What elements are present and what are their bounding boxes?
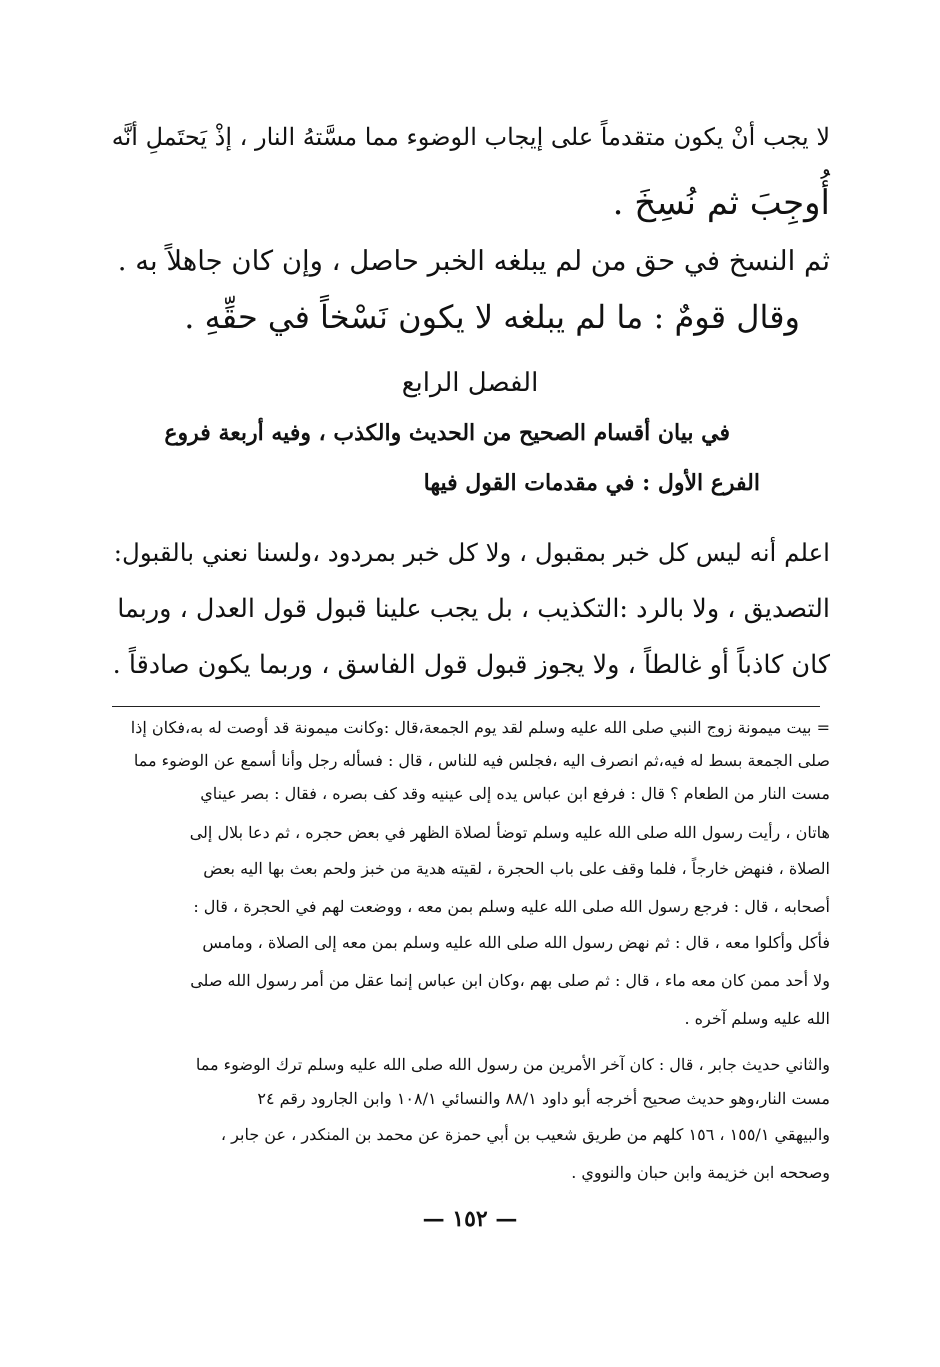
- body-line-1: لا يجب أنْ يكون متقدماً على إيجاب الوضوء مما مسَّتهُ النار ، إذْ يَحتَملِ أنَّه: [111, 123, 830, 151]
- section-line-3: كان كاذباً أو غالطاً ، ولا يجوز قبول قول الفاسق ، وربما يكون صادقاً .: [112, 650, 830, 680]
- footnote-line-3: مست النار من الطعام ؟ قال : فرفع ابن عباس يده إلى عينيه وقد كف بصره ، فقال : بصر عيناي: [200, 784, 830, 803]
- footnote-line-13: وصححه ابن خزيمة وابن حبان والنووي .: [571, 1163, 830, 1182]
- footnote-separator: [112, 706, 820, 707]
- footnote-line-9: الله عليه وسلم آخره .: [684, 1009, 830, 1028]
- body-line-2: أُوجِبَ ثم نُسِخَ .: [612, 183, 830, 223]
- footnote-line-1: = بيت ميمونة زوج النبي صلى الله عليه وسلم لقد يوم الجمعة،قال :وكانت ميمونة قد أوصت له به،فكان إذا: [130, 718, 830, 737]
- footnote-line-2: صلى الجمعة بسط له فيه،ثم انصرف اليه ،فجلس فيه للناس ، قال : فسأله رجل وأنا أسمع عن الوضوء مما: [133, 751, 830, 770]
- body-line-3: ثم النسخ في حق من لم يبلغه الخبر حاصل ، وإن كان جاهلاً به .: [117, 245, 830, 277]
- footnote-line-8: ولا أحد ممن كان معه ماء ، قال : ثم صلى بهم ،وكان ابن عباس إنما عقل من أمر رسول الله صلى: [190, 971, 830, 990]
- section-line-2: التصديق ، ولا بالرد :التكذيب ، بل يجب علينا قبول قول العدل ، وربما: [117, 594, 830, 624]
- section-line-1: اعلم أنه ليس كل خبر بمقبول ، ولا كل خبر بمردود ،ولسنا نعني بالقبول:: [113, 538, 830, 567]
- footnote-line-7: فأكل وأكلوا معه ، قال : ثم نهض رسول الله صلى الله عليه وسلم بمن معه إلى الصلاة ، ومامس: [202, 933, 830, 952]
- footnote-line-6: أصحابه ، قال : فرجع رسول الله صلى الله عليه وسلم بمن معه ، ووضعت لهم في الحجرة ، قال :: [193, 897, 830, 916]
- chapter-title: الفصل الرابع: [401, 368, 539, 398]
- footnote-line-12: والبيهقي ١٥٥/١ ، ١٥٦ كلهم من طريق شعيب بن أبي حمزة عن محمد بن المنكدر ، عن جابر ،: [220, 1125, 830, 1144]
- chapter-subtitle: في بيان أقسام الصحيح من الحديث والكذب ، وفيه أربعة فروع: [164, 420, 730, 446]
- footnote-line-4: هاتان ، رأيت رسول الله صلى الله عليه وسلم توضأ لصلاة الظهر في بعض حجره ، ثم دعا بلال إلى: [189, 823, 830, 842]
- footnote-line-5: الصلاة ، فنهض خارجاً ، فلما وقف على باب الحجرة ، لقيته هدية من خبز ولحم بعث بها اليه بعض: [203, 859, 830, 878]
- page-number: — ١٥٢ —: [422, 1206, 518, 1232]
- section-title: الفرع الأول : في مقدمات القول فيها: [423, 470, 760, 496]
- body-line-4: وقال قومٌ : ما لم يبلغه لا يكون نَسْخاً في حقِّهِ .: [184, 298, 800, 336]
- footnote-line-11: مست النار،وهو حديث صحيح أخرجه أبو داود ٨٨/١ والنسائي ١٠٨/١ وابن الجارود رقم ٢٤: [257, 1089, 830, 1108]
- footnote-line-10: والثاني حديث جابر ، قال : كان آخر الأمرين من رسول الله صلى الله عليه وسلم ترك الوضوء مما: [195, 1055, 830, 1074]
